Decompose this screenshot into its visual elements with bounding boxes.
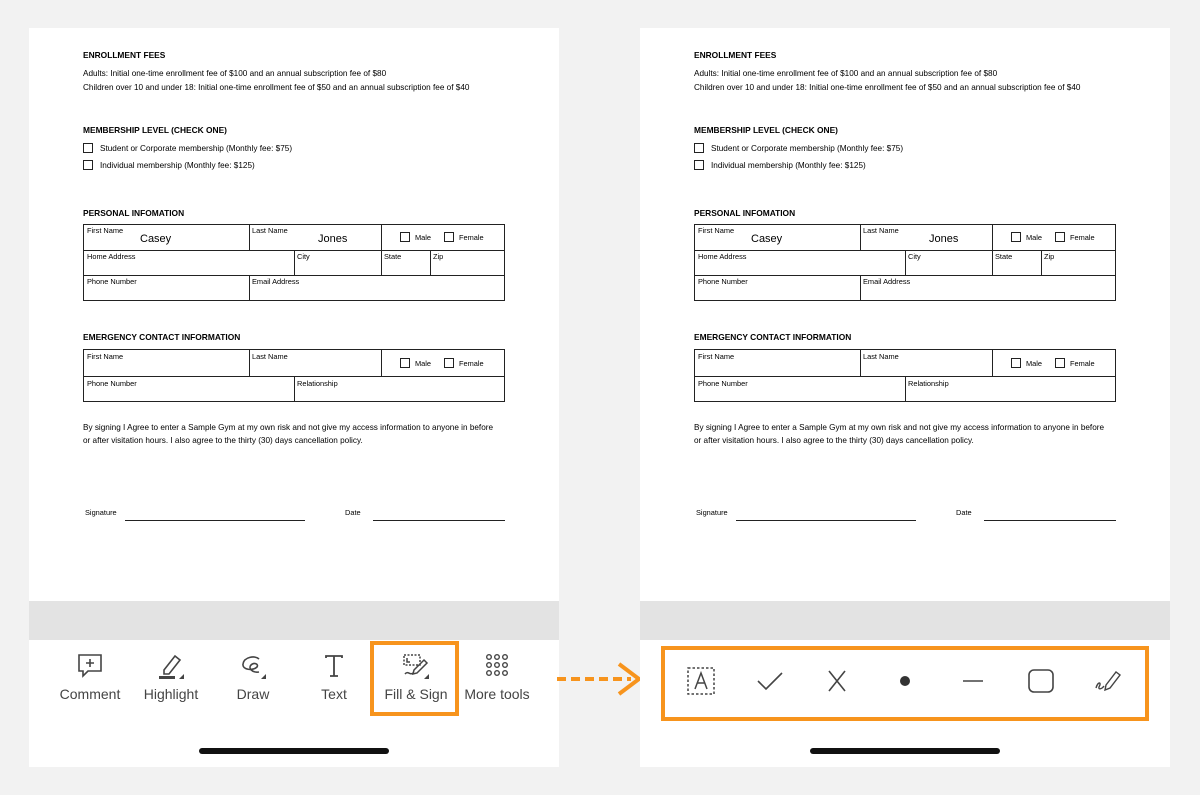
- text-tool[interactable]: [294, 652, 374, 708]
- membership-option-1: Student or Corporate membership (Monthly fee: $75): [100, 144, 293, 153]
- emergency-first-name-label: First Name: [698, 352, 735, 361]
- date-line[interactable]: [373, 520, 505, 521]
- city-label: City: [908, 252, 921, 261]
- enrollment-line-1: Adults: Initial one-time enrollment fee of $100 and an annual subscription fee of $80: [694, 69, 998, 78]
- emergency-last-name-label: Last Name: [863, 352, 899, 361]
- emergency-contact-table: [83, 349, 505, 402]
- last-name-field[interactable]: Jones: [318, 233, 348, 245]
- signature-label: Signature: [85, 508, 117, 517]
- emergency-male-checkbox[interactable]: [400, 358, 410, 368]
- first-name-label: First Name: [87, 226, 124, 235]
- female-checkbox[interactable]: [1055, 232, 1065, 242]
- date-line[interactable]: [984, 520, 1116, 521]
- arrow-icon: [555, 660, 645, 700]
- agreement-line-1: By signing I Agree to enter a Sample Gym at my own risk and not give my access information to anyone in before: [83, 423, 494, 432]
- highlight-label: Highlight: [143, 686, 199, 702]
- more-tools-tool[interactable]: [457, 652, 537, 708]
- draw-label: Draw: [236, 686, 270, 702]
- zip-label: Zip: [1044, 252, 1055, 261]
- highlight-icon: [157, 652, 185, 680]
- membership-title: MEMBERSHIP LEVEL (CHECK ONE): [694, 125, 838, 135]
- right-phone-screen: [640, 28, 1170, 767]
- phone-label: Phone Number: [698, 277, 748, 286]
- last-name-label: Last Name: [863, 226, 899, 235]
- signature-label: Signature: [696, 508, 728, 517]
- text-icon: [320, 652, 348, 680]
- date-label: Date: [345, 508, 361, 517]
- pdf-document-copy: [640, 28, 1170, 601]
- enrollment-line-2: Children over 10 and under 18: Initial one-time enrollment fee of $50 and an annual subscription fee of $40: [83, 83, 470, 92]
- emergency-female-checkbox[interactable]: [444, 358, 454, 368]
- comment-label: Comment: [59, 686, 121, 702]
- home-indicator: [810, 748, 1000, 754]
- emergency-relationship-label: Relationship: [908, 379, 949, 388]
- zip-label: Zip: [433, 252, 444, 261]
- membership-option-2: Individual membership (Monthly fee: $125): [100, 161, 255, 170]
- emergency-male-label: Male: [1026, 359, 1043, 368]
- last-name-label: Last Name: [252, 226, 288, 235]
- membership-checkbox-2[interactable]: [694, 160, 704, 170]
- gray-separator-band: [640, 601, 1170, 640]
- membership-title: MEMBERSHIP LEVEL (CHECK ONE): [83, 125, 227, 135]
- signature-line[interactable]: [736, 520, 916, 521]
- email-label: Email Address: [863, 277, 911, 286]
- pdf-document: [29, 28, 559, 601]
- female-label: Female: [459, 233, 484, 242]
- enrollment-title: ENROLLMENT FEES: [694, 50, 777, 60]
- emergency-phone-label: Phone Number: [87, 379, 137, 388]
- left-phone-screen: [29, 28, 559, 767]
- male-checkbox[interactable]: [1011, 232, 1021, 242]
- email-label: Email Address: [252, 277, 300, 286]
- date-label: Date: [956, 508, 972, 517]
- emergency-male-checkbox[interactable]: [1011, 358, 1021, 368]
- last-name-field[interactable]: Jones: [929, 233, 959, 245]
- home-indicator: [199, 748, 389, 754]
- female-checkbox[interactable]: [444, 232, 454, 242]
- emergency-title: EMERGENCY CONTACT INFORMATION: [694, 332, 852, 342]
- agreement-line-2: or after visitation hours. I also agree to the thirty (30) days cancellation policy.: [83, 436, 363, 445]
- first-name-field[interactable]: Casey: [751, 233, 783, 245]
- male-label: Male: [1026, 233, 1043, 242]
- emergency-title: EMERGENCY CONTACT INFORMATION: [83, 332, 241, 342]
- membership-option-1: Student or Corporate membership (Monthly fee: $75): [711, 144, 904, 153]
- more-tools-label: More tools: [464, 686, 530, 702]
- personal-title: PERSONAL INFOMATION: [83, 208, 185, 218]
- enrollment-line-2: Children over 10 and under 18: Initial one-time enrollment fee of $50 and an annual subscription fee of $40: [694, 83, 1081, 92]
- gray-separator-band: [29, 601, 559, 640]
- fill-sign-toolbar-highlight-box: [661, 646, 1149, 721]
- membership-checkbox-1[interactable]: [694, 143, 704, 153]
- membership-checkbox-1[interactable]: [83, 143, 93, 153]
- home-address-label: Home Address: [698, 252, 747, 261]
- personal-title: PERSONAL INFOMATION: [694, 208, 796, 218]
- emergency-female-checkbox[interactable]: [1055, 358, 1065, 368]
- enrollment-line-1: Adults: Initial one-time enrollment fee of $100 and an annual subscription fee of $80: [83, 69, 387, 78]
- signature-line[interactable]: [125, 520, 305, 521]
- comment-tool[interactable]: [50, 652, 130, 708]
- draw-icon: [239, 652, 267, 680]
- emergency-female-label: Female: [459, 359, 484, 368]
- first-name-label: First Name: [698, 226, 735, 235]
- emergency-first-name-label: First Name: [87, 352, 124, 361]
- emergency-contact-table: [694, 349, 1116, 402]
- phone-label: Phone Number: [87, 277, 137, 286]
- comment-icon: [76, 652, 104, 680]
- home-address-label: Home Address: [87, 252, 136, 261]
- fill-sign-highlight-box: [370, 641, 459, 716]
- state-label: State: [384, 252, 402, 261]
- state-label: State: [995, 252, 1013, 261]
- text-label: Text: [321, 686, 347, 702]
- membership-checkbox-2[interactable]: [83, 160, 93, 170]
- emergency-phone-label: Phone Number: [698, 379, 748, 388]
- fill-sign-label: Fill & Sign: [384, 686, 448, 702]
- emergency-last-name-label: Last Name: [252, 352, 288, 361]
- city-label: City: [297, 252, 310, 261]
- male-checkbox[interactable]: [400, 232, 410, 242]
- emergency-female-label: Female: [1070, 359, 1095, 368]
- grid-icon: [483, 652, 511, 680]
- enrollment-title: ENROLLMENT FEES: [83, 50, 166, 60]
- agreement-line-1: By signing I Agree to enter a Sample Gym at my own risk and not give my access information to anyone in before: [694, 423, 1105, 432]
- emergency-male-label: Male: [415, 359, 432, 368]
- male-label: Male: [415, 233, 432, 242]
- agreement-line-2: or after visitation hours. I also agree to the thirty (30) days cancellation policy.: [694, 436, 974, 445]
- highlight-tool[interactable]: [131, 652, 211, 708]
- female-label: Female: [1070, 233, 1095, 242]
- first-name-field[interactable]: Casey: [140, 233, 172, 245]
- draw-tool[interactable]: [213, 652, 293, 708]
- emergency-relationship-label: Relationship: [297, 379, 338, 388]
- membership-option-2: Individual membership (Monthly fee: $125): [711, 161, 866, 170]
